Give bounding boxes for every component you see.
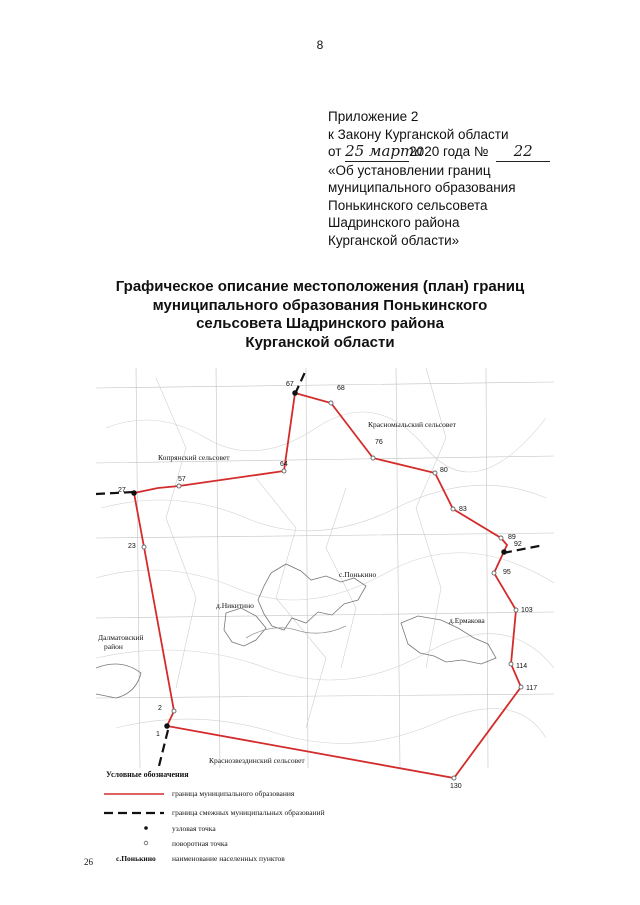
handwritten-number: 22 [496, 143, 550, 162]
label-23: 23 [128, 543, 136, 550]
appendix-line-7: Шадринского района [328, 215, 460, 230]
label-1: 1 [156, 731, 160, 738]
label-dalmatovsky-2: район [104, 642, 123, 651]
turning-point-23 [142, 545, 146, 549]
node-point-67 [293, 391, 298, 396]
legend-names-label: наименование населенных пунктов [172, 854, 285, 863]
appendix-date-line [328, 143, 550, 162]
appendix-line-2: к Закону Курганской области [328, 126, 509, 142]
label-64: 64 [280, 461, 288, 468]
appendix-line-1: Приложение 2 [328, 109, 419, 124]
label-92: 92 [514, 541, 522, 548]
appendix-block [328, 108, 550, 249]
adjacent-boundary-west [96, 492, 134, 494]
municipal-boundary [134, 393, 521, 778]
label-nikitino: д.Никитино [216, 601, 254, 610]
label-kopryansky: Копрянский сельсовет [158, 453, 230, 462]
label-130: 130 [450, 783, 462, 790]
legend-node-swatch [144, 826, 148, 830]
legend-sample-name: с.Понькино [116, 854, 156, 863]
boundary-points [132, 391, 523, 780]
turning-point-68 [329, 401, 333, 405]
node-point-1 [165, 724, 170, 729]
turning-point-117 [519, 685, 523, 689]
date-prefix: от [328, 144, 342, 159]
turning-point-130 [452, 776, 456, 780]
legend-title: Условные обозначения [106, 770, 189, 779]
title-line-1: Графическое описание местоположения (план) границ [115, 278, 525, 295]
label-ponkino: с.Понькино [339, 570, 377, 579]
legend-turning-label: поворотная точка [172, 839, 228, 848]
boundary-map [96, 368, 554, 878]
handwritten-date: 25 марта [345, 142, 424, 160]
title-line-3: сельсовета Шадринского района [196, 315, 444, 332]
label-114: 114 [516, 663, 528, 670]
label-67: 67 [286, 381, 294, 388]
turning-point-2 [172, 709, 176, 713]
label-ermakova: д.Ермакова [449, 616, 485, 625]
adjacent-boundary-east [503, 545, 544, 553]
label-68: 68 [337, 385, 345, 392]
stray-mark: 26 [84, 857, 93, 867]
dalmatovo-area [96, 664, 141, 698]
appendix-line-8: Курганской области» [328, 232, 460, 248]
map-legend [104, 770, 325, 863]
turning-point-95 [492, 571, 496, 575]
legend-boundary-label: граница муниципального образования [172, 789, 295, 798]
legend-turning-swatch [144, 841, 148, 845]
label-dalmatovsky-1: Далматовский [98, 633, 144, 642]
turning-point-76 [371, 456, 375, 460]
appendix-line-6: Понькинского сельсовета [328, 197, 488, 213]
title-line-2: муниципального образования Понькинского [152, 296, 488, 314]
map-svg [96, 368, 554, 878]
node-point-92 [502, 550, 507, 555]
node-point-27 [132, 491, 137, 496]
label-57: 57 [178, 476, 186, 483]
turning-point-103 [514, 608, 518, 612]
document-title [0, 278, 640, 352]
label-2: 2 [158, 705, 162, 712]
title-line-4: Курганской области [245, 333, 395, 351]
label-27: 27 [118, 487, 126, 494]
adjacent-boundary-north [295, 370, 306, 394]
page-number: 8 [316, 38, 324, 52]
label-89: 89 [508, 534, 516, 541]
label-krasnozvezdinsky: Краснозвездинский сельсовет [209, 756, 305, 765]
appendix-line-4: «Об установлении границ [328, 162, 491, 178]
label-80: 80 [440, 467, 448, 474]
appendix-line-5: муниципального образования [328, 180, 516, 195]
label-76: 76 [375, 439, 383, 446]
label-95: 95 [503, 569, 511, 576]
year-text: 2020 года № [409, 144, 489, 159]
label-103: 103 [521, 607, 533, 614]
label-krasnomylsky: Красномыльский сельсовет [368, 420, 456, 429]
label-83: 83 [459, 506, 467, 513]
map-background [96, 368, 554, 768]
turning-point-80 [433, 471, 437, 475]
turning-point-89 [499, 536, 503, 540]
turning-point-64 [282, 469, 286, 473]
legend-node-label: узловая точка [172, 824, 216, 833]
label-117: 117 [526, 685, 538, 692]
turning-point-114 [509, 662, 513, 666]
turning-point-83 [451, 507, 455, 511]
turning-point-57 [177, 484, 181, 488]
nikitino-area [224, 608, 266, 646]
settlement-areas [96, 564, 496, 698]
legend-adjacent-label: граница смежных муниципальных образований [172, 808, 325, 817]
